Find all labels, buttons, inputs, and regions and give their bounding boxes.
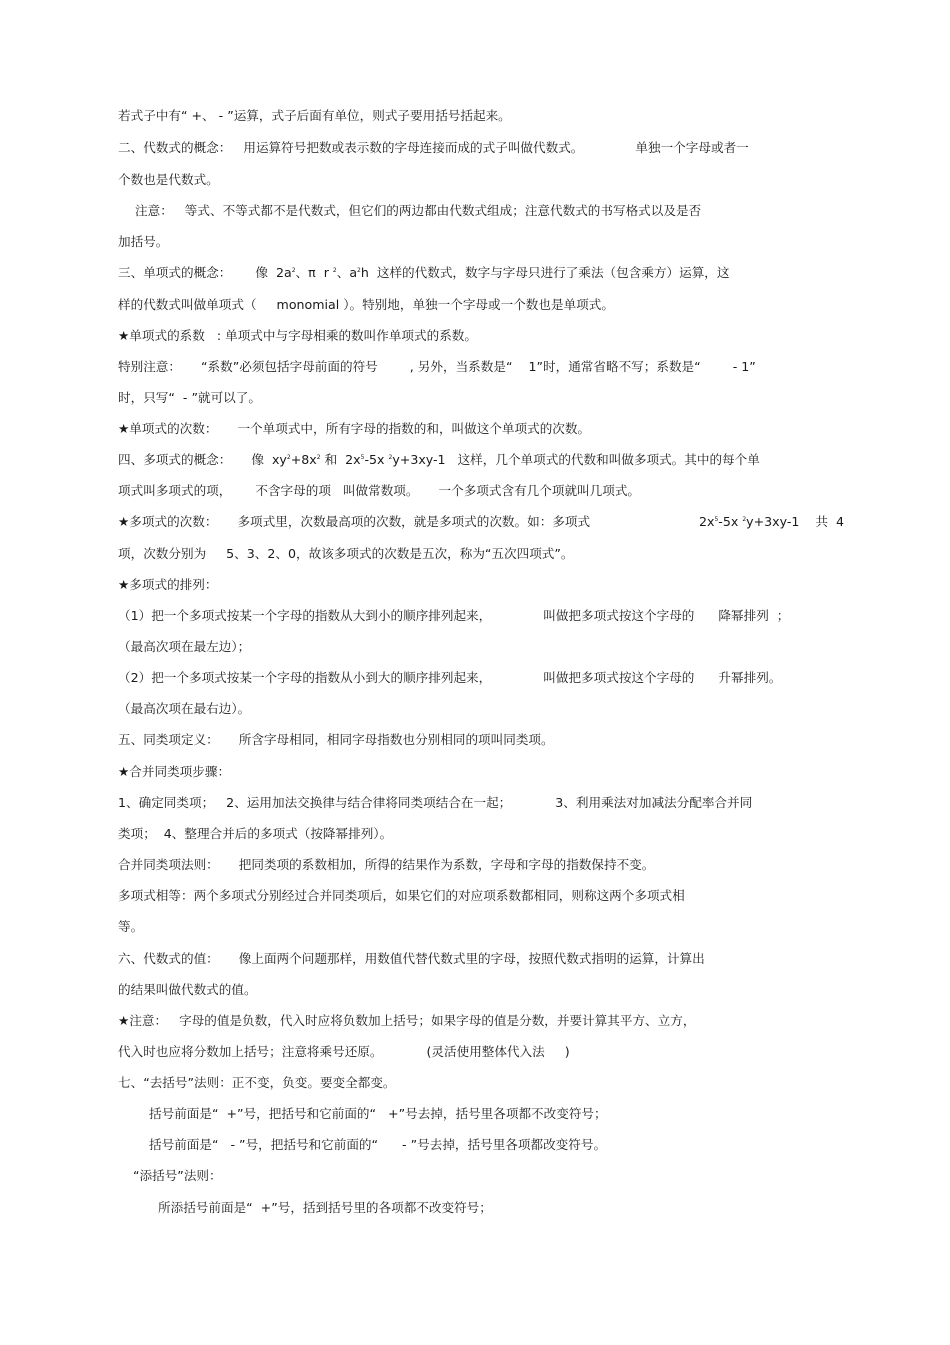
text-line-ascending-order: （2）把一个多项式按某一个字母的指数从小到大的顺序排列起来， 叫做把多项式按这个字母的 升幂排列。 <box>118 670 782 685</box>
text-line-add-brackets-rule: “添括号”法则： <box>133 1168 222 1183</box>
text-line-monomial-concept-cont: 样的代数式叫做单项式（ monomial ）。特别地，单独一个字母或一个数也是单项式。 <box>118 297 614 312</box>
text-line-combining-rule: 合并同类项法则： 把同类项的系数相加，所得的结果作为系数，字母和字母的指数保持不变。 <box>118 857 655 872</box>
text-line-monomial-concept: 三、单项式的概念： 像 $2a^2$、π r $^2$、$a^2h$ 这样的代数式，数字与字母只进行了乘法（包含乘方）运算，这 <box>118 265 730 280</box>
text-line-remove-brackets-rule: 七、“去括号”法则：正不变，负变。要变全都变。 <box>118 1075 396 1090</box>
text-line-substitution-note: ★注意： 字母的值是负数，代入时应将负数加上括号；如果字母的值是分数，并要计算其平方、立方， <box>118 1013 696 1028</box>
text-line-combining-steps: 1、确定同类项； 2、运用加法交换律与结合律将同类项结合在一起； 3、利用乘法对加减法分配率合并同 <box>118 795 753 810</box>
text-line-like-terms-definition: 五、同类项定义： 所含字母相同，相同字母指数也分别相同的项叫同类项。 <box>118 732 554 747</box>
text-line-combining-steps-cont: 类项； 4、整理合并后的多项式（按降幂排列）。 <box>118 826 393 841</box>
text-line-brackets-rule: 若式子中有“ +、 - ”运算，式子后面有单位，则式子要用括号括起来。 <box>118 108 511 123</box>
text-line-expression-value-cont: 的结果叫做代数式的值。 <box>118 982 257 997</box>
text-line-expression-value: 六、代数式的值： 像上面两个问题那样，用数值代替代数式里的字母，按照代数式指明的运算，计算出 <box>118 951 705 966</box>
text-line-polynomial-degree: ★多项式的次数： 多项式里，次数最高项的次数，就是多项式的次数。如：多项式 <box>118 514 591 529</box>
text-line-remove-brackets-plus: 括号前面是“ +”号，把括号和它前面的“ +”号去掉，括号里各项都不改变符号； <box>149 1106 607 1121</box>
text-line-polynomial-arrangement: ★多项式的排列： <box>118 577 218 592</box>
text-line-add-brackets-plus: 所添括号前面是“ +”号，括到括号里的各项都不改变符号； <box>158 1200 492 1215</box>
text-line-special-note: 特别注意： “系数”必须包括字母前面的符号 , 另外，当系数是“ 1”时，通常省略不写；系数是“ - 1” <box>118 359 756 374</box>
text-line-ascending-order-cont: （最高次项在最右边）。 <box>118 701 251 716</box>
text-line-note: 注意： 等式、不等式都不是代数式，但它们的两边都由代数式组成；注意代数式的书写格式以及是否 <box>135 203 702 218</box>
text-line-polynomial-degree-cont: 项，次数分别为 5、3、2、0，故该多项式的次数是五次，称为“五次四项式”。 <box>118 546 574 561</box>
text-line-polynomial-concept-cont: 项式叫多项式的项， 不含字母的项 叫做常数项。 一个多项式含有几个项就叫几项式。 <box>118 483 641 498</box>
text-line-monomial-coefficient: ★单项式的系数 : 单项式中与字母相乘的数叫作单项式的系数。 <box>118 328 477 343</box>
text-line-algebraic-expression-concept: 二、代数式的概念： 用运算符号把数或表示数的字母连接而成的式子叫做代数式。 单独一个字母或者一 <box>118 140 749 155</box>
text-line-descending-order-cont: （最高次项在最左边）； <box>118 639 251 654</box>
text-line-polynomial-concept: 四、多项式的概念： 像 $xy^2+8x^2$ 和 $2x^5-5x$ $^2$y+3xy-1 这样，几个单项式的代数和叫做多项式。其中的每个单 <box>118 452 760 467</box>
text-line-special-note-cont: 时，只写“ - ”就可以了。 <box>118 390 261 405</box>
text-line-polynomial-degree-example: $2x^5-5x$ $^2$y+3xy-1 共 4 <box>699 514 845 529</box>
text-line-monomial-degree: ★单项式的次数： 一个单项式中，所有字母的指数的和，叫做这个单项式的次数。 <box>118 421 591 436</box>
text-line-note-cont: 加括号。 <box>118 234 169 249</box>
text-line-polynomial-equality-cont: 等。 <box>118 919 144 934</box>
text-line-combining-steps-heading: ★合并同类项步骤： <box>118 764 231 779</box>
text-line-algebraic-expression-concept-cont: 个数也是代数式。 <box>118 172 219 187</box>
text-line-remove-brackets-minus: 括号前面是“ - ”号，把括号和它前面的“ - ”号去掉，括号里各项都改变符号。 <box>149 1137 607 1152</box>
text-line-polynomial-equality: 多项式相等：两个多项式分别经过合并同类项后，如果它们的对应项系数都相同，则称这两个多项式相 <box>118 888 685 903</box>
text-line-substitution-note-cont: 代入时也应将分数加上括号；注意将乘号还原。 (灵活使用整体代入法 ) <box>118 1044 570 1059</box>
text-line-descending-order: （1）把一个多项式按某一个字母的指数从大到小的顺序排列起来， 叫做把多项式按这个字母的 降幂排列 ； <box>118 608 790 623</box>
